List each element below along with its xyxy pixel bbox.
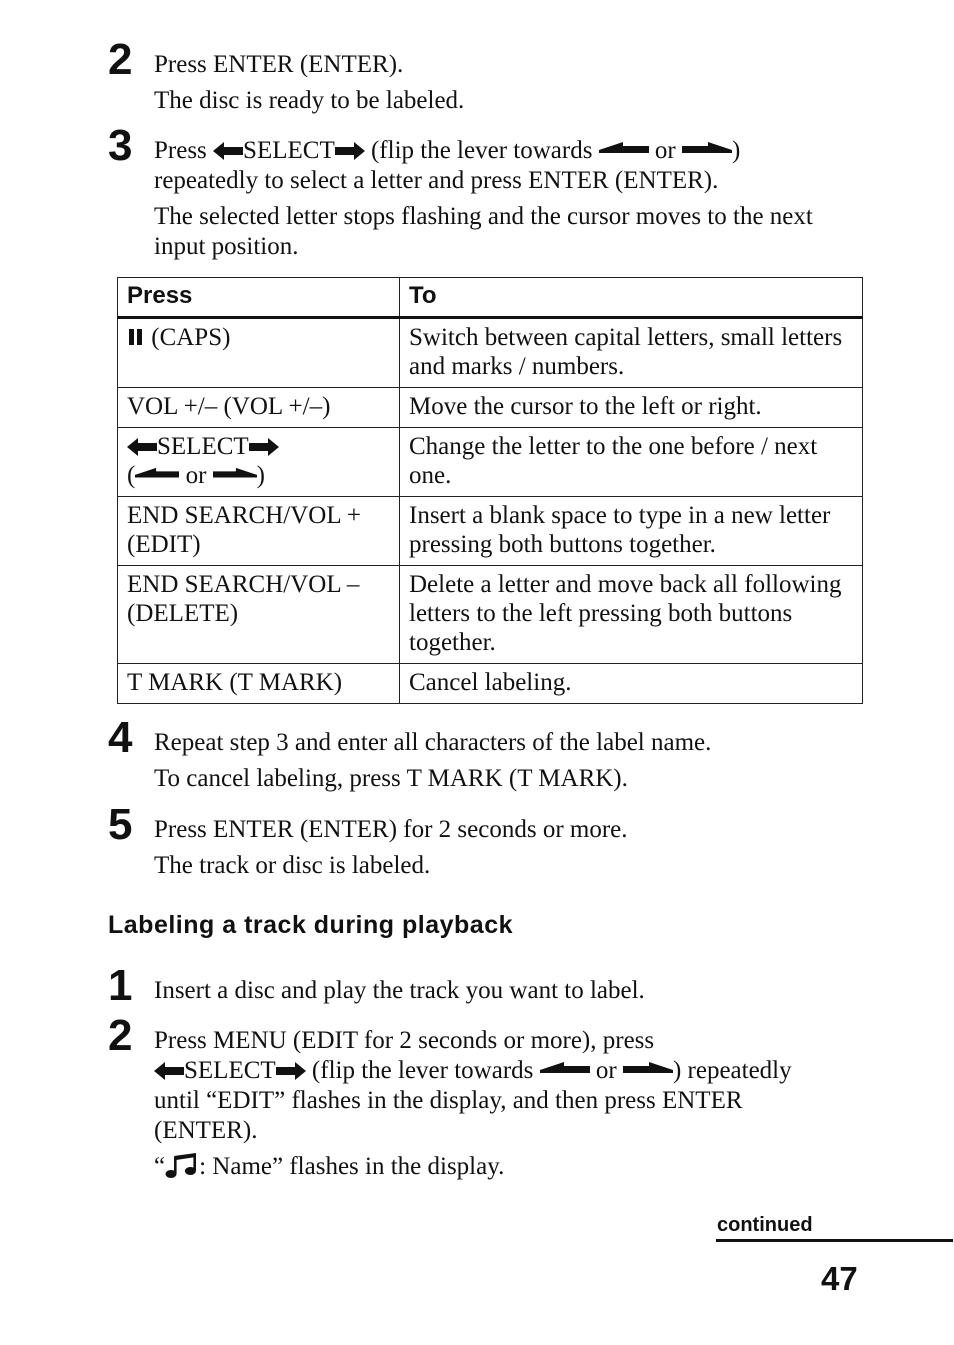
table-row bbox=[118, 428, 863, 497]
step-instruction: Insert a disc and play the track you want to label. bbox=[154, 977, 645, 1004]
step-result: The track or disc is labeled. bbox=[154, 852, 431, 879]
lever-left-icon bbox=[135, 467, 179, 481]
music-note-icon bbox=[165, 1153, 199, 1179]
table-row bbox=[118, 318, 863, 388]
press-cell: END SEARCH/VOL – (DELETE) bbox=[118, 566, 400, 664]
lever-left-icon bbox=[599, 142, 649, 156]
section-heading: Labeling a track during playback bbox=[108, 911, 514, 939]
step-number: 1 bbox=[108, 961, 133, 1010]
press-cell: END SEARCH/VOL + (EDIT) bbox=[118, 497, 400, 566]
to-cell: Move the cursor to the left or right. bbox=[400, 388, 863, 428]
track-step-2 bbox=[108, 1011, 868, 1182]
step-number: 3 bbox=[108, 121, 133, 170]
to-cell: Cancel labeling. bbox=[400, 664, 863, 704]
step-number: 2 bbox=[108, 1011, 133, 1060]
continued-label: continued bbox=[717, 1214, 813, 1236]
step-number: 2 bbox=[108, 35, 133, 84]
press-cell: (CAPS) bbox=[118, 318, 400, 388]
step-number: 5 bbox=[108, 800, 133, 849]
lever-right-icon bbox=[623, 1062, 673, 1076]
lever-left-icon bbox=[540, 1062, 590, 1076]
table-row bbox=[118, 388, 863, 428]
column-header-press: Press bbox=[118, 278, 400, 318]
arrow-right-icon bbox=[335, 142, 365, 160]
step-2 bbox=[108, 35, 868, 116]
lever-right-icon bbox=[213, 467, 257, 481]
column-header-to: To bbox=[400, 278, 863, 318]
step-result: The disc is ready to be labeled. bbox=[154, 87, 465, 114]
to-cell: Delete a letter and move back all following letters to the left pressing both buttons together. bbox=[400, 566, 863, 664]
continued-rule bbox=[716, 1239, 953, 1242]
step-result: “ : Name” flashes in the display. bbox=[154, 1153, 505, 1180]
step-3 bbox=[108, 121, 868, 262]
track-step-1 bbox=[108, 961, 868, 1010]
select-label: SELECT bbox=[243, 137, 335, 164]
arrow-right-icon bbox=[276, 1062, 306, 1080]
arrow-left-icon bbox=[154, 1062, 184, 1080]
select-label: SELECT bbox=[184, 1057, 276, 1084]
press-cell: T MARK (T MARK) bbox=[118, 664, 400, 704]
step-4 bbox=[108, 713, 868, 794]
arrow-left-icon bbox=[213, 142, 243, 160]
arrow-left-icon bbox=[127, 438, 157, 456]
step-instruction: Press MENU (EDIT for 2 seconds or more), press SELECT (flip the lever towards or ) repeatedly until “EDIT” flashes in the display, and then press ENTER (ENTER). bbox=[154, 1027, 792, 1144]
step-5 bbox=[108, 800, 868, 881]
step-result: The selected letter stops flashing and the cursor moves to the next input position. bbox=[154, 203, 813, 260]
step-number: 4 bbox=[108, 713, 133, 762]
step-result: To cancel labeling, press T MARK (T MARK). bbox=[154, 765, 628, 792]
step-instruction: Repeat step 3 and enter all characters of the label name. bbox=[154, 729, 712, 756]
table-row bbox=[118, 664, 863, 704]
press-cell: SELECT ( or ) bbox=[118, 428, 400, 497]
key-function-table bbox=[117, 277, 863, 704]
step-instruction: Press ENTER (ENTER) for 2 seconds or more. bbox=[154, 816, 628, 843]
lever-right-icon bbox=[682, 142, 732, 156]
to-cell: Insert a blank space to type in a new letter pressing both buttons together. bbox=[400, 497, 863, 566]
step-instruction: Press ENTER (ENTER). bbox=[154, 51, 404, 78]
table-row bbox=[118, 566, 863, 664]
table-row bbox=[118, 497, 863, 566]
arrow-right-icon bbox=[249, 438, 279, 456]
pause-icon bbox=[127, 328, 145, 346]
to-cell: Change the letter to the one before / next one. bbox=[400, 428, 863, 497]
page-number: 47 bbox=[821, 1260, 858, 1297]
press-cell: VOL +/– (VOL +/–) bbox=[118, 388, 400, 428]
table-header-row bbox=[118, 278, 863, 318]
to-cell: Switch between capital letters, small letters and marks / numbers. bbox=[400, 318, 863, 388]
step-instruction: Press SELECT (flip the lever towards or ) repeatedly to select a letter and press ENTER (ENTER). bbox=[154, 137, 741, 194]
